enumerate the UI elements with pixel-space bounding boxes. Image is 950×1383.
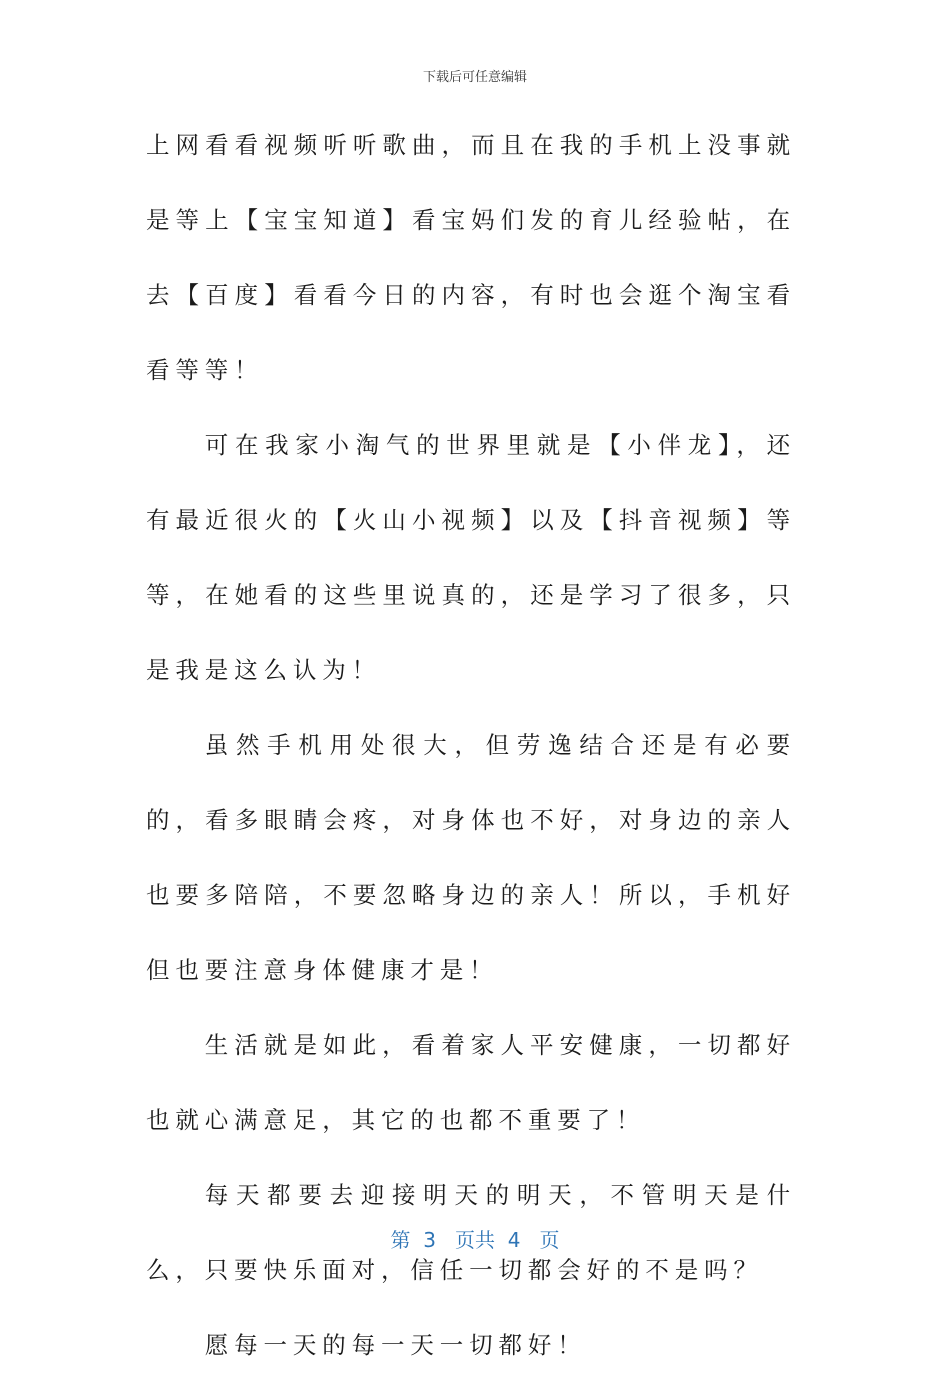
page-header-note: 下载后可任意编辑 bbox=[422, 70, 527, 85]
document-body bbox=[146, 108, 796, 1383]
paragraph-2: 可在我家小淘气的世界里就是【小伴龙】，还有最近很火的【火山小视频】以及【抖音视频】等等，在她看的这些里说真的，还是学习了很多，只是我是这么认为！ bbox=[146, 431, 796, 684]
paragraph-3: 虽然手机用处很大，但劳逸结合还是有必要的，看多眼睛会疼，对身体也不好，对身边的亲人也要多陪陪，不要忽略身边的亲人！所以，手机好但也要注意身体健康才是！ bbox=[146, 731, 796, 984]
paragraph-1: 上网看看视频听听歌曲，而且在我的手机上没事就是等上【宝宝知道】看宝妈们发的育儿经验帖，在去【百度】看看今日的内容，有时也会逛个淘宝看看等等！ bbox=[146, 131, 796, 384]
paragraph-5: 每天都要去迎接明天的明天，不管明天是什么，只要快乐面对，信任一切都会好的不是吗？ bbox=[146, 1181, 796, 1284]
paragraph-4: 生活就是如此，看着家人平安健康，一切都好也就心满意足，其它的也都不重要了！ bbox=[146, 1031, 796, 1134]
paragraph-6: 愿每一天的每一天一切都好！ bbox=[204, 1331, 587, 1359]
page-number-footer: 第 3 页共 4 页 bbox=[390, 1228, 560, 1252]
